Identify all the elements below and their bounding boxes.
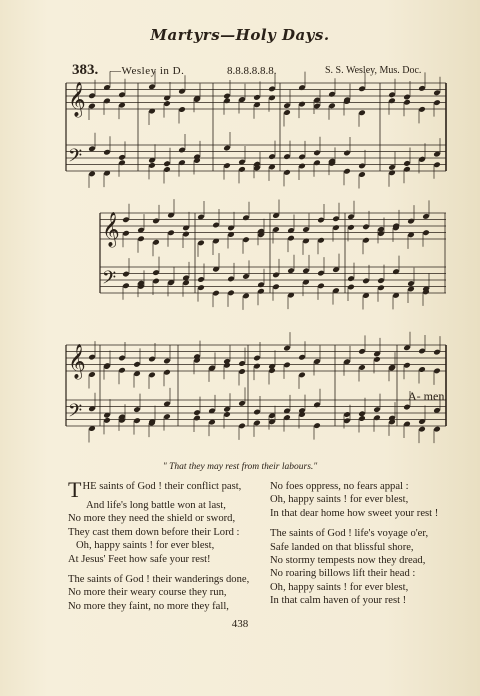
- stanza-2-cont: [270, 480, 470, 520]
- verse-line: Safe landed on that blissful shore,: [270, 541, 414, 553]
- page-header: Martyrs—Holy Days.: [150, 26, 330, 44]
- hymn-meter: 8.8.8.8.8.8.: [227, 65, 277, 77]
- verse-line: In that calm haven of your rest !: [270, 595, 407, 607]
- treble-clef: 𝄞: [68, 344, 86, 379]
- verse-line: No roaring billows lift their head :: [270, 568, 416, 580]
- verse-line: No more they faint, no more they fall,: [68, 600, 229, 612]
- verse-line: And life's long battle won at last,: [86, 500, 226, 511]
- verse-line: No more they need the shield or sword,: [68, 513, 236, 525]
- composer: S. S. Wesley, Mus. Doc.: [325, 65, 422, 76]
- verse-line: No stormy tempests now they dread,: [270, 555, 426, 567]
- verse-line: The saints of God ! their wanderings done,: [68, 574, 250, 586]
- treble-clef: 𝄞: [102, 212, 120, 247]
- verse-line: The saints of God ! life's voyage o'er,: [270, 528, 429, 540]
- verses-left-column: [68, 477, 268, 620]
- verse-line: Oh, happy saints ! for ever blest,: [76, 540, 215, 552]
- bass-clef: 𝄢: [68, 401, 83, 426]
- stanza-3: [270, 527, 470, 607]
- epigraph: " That they may rest from their labours.": [162, 462, 318, 472]
- verse-line: Oh, happy saints ! for ever blest,: [270, 494, 409, 506]
- verse-line: In that dear home how sweet your rest !: [270, 507, 439, 519]
- verse-line: Oh, happy saints ! for ever blest,: [270, 581, 409, 593]
- verse-line: HE saints of God ! their conflict past,: [82, 481, 242, 492]
- stanza-2: [68, 573, 268, 613]
- stanza-1: [68, 477, 268, 566]
- verses-right-column: [270, 480, 470, 615]
- drop-cap: T: [68, 477, 82, 502]
- bass-clef: 𝄢: [68, 146, 83, 171]
- treble-clef: 𝄞: [68, 82, 86, 117]
- verse-line: No more their weary course they run,: [68, 587, 227, 599]
- verse-line: No foes oppress, no fears appal :: [270, 481, 409, 492]
- hymn-number: 383.: [72, 62, 99, 78]
- verse-line: They cast them down before their Lord :: [68, 526, 240, 538]
- page-number: 438: [231, 618, 249, 630]
- bass-clef: 𝄢: [102, 268, 117, 293]
- tune-name: —Wesley in D.: [110, 65, 185, 77]
- verse-line: At Jesus' Feet how safe your rest!: [68, 553, 211, 565]
- amen-text: A- men.: [408, 389, 448, 403]
